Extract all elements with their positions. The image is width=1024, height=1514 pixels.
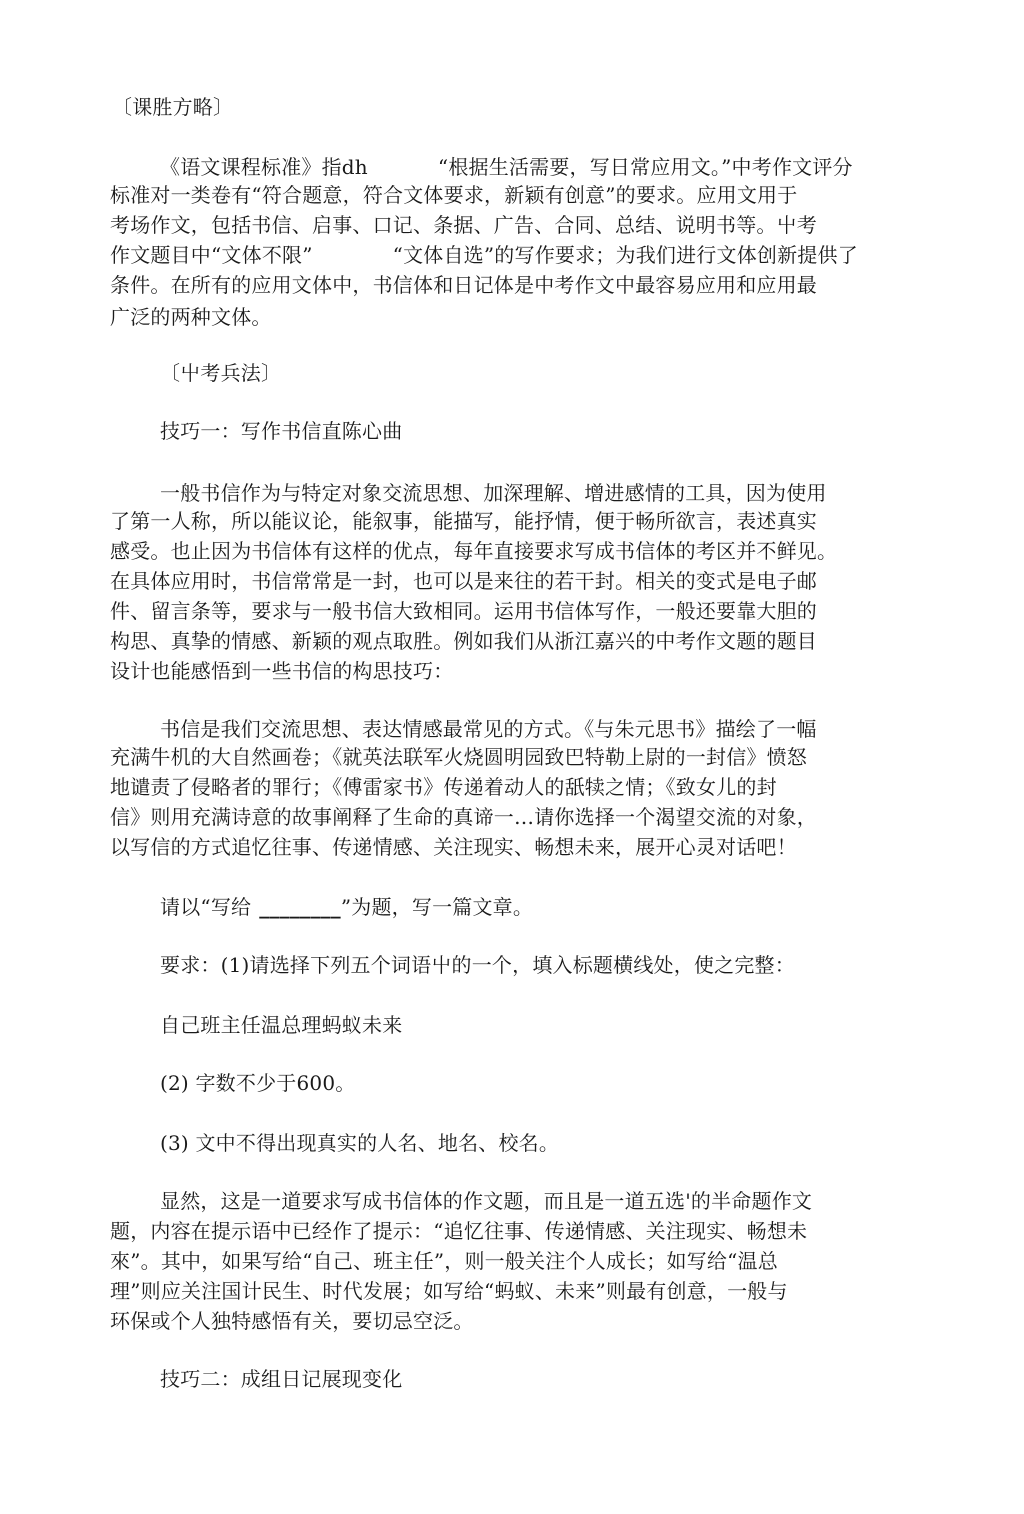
- analysis-line-4: 理”则应关注国计民生、时代发展；如写给“蚂蚁、未来”则最有创意，一般与: [110, 1279, 788, 1303]
- analysis-line-5: 环保或个人独特感悟有关，要切忌空泛。: [110, 1309, 474, 1333]
- tip1-line-4: 在具体应用时，书信常常是一封，也可以是来往的若干封。相关的变式是电子邮: [110, 569, 817, 593]
- tip1-line-1: 一般书信作为与特定对象交流思想、加深理解、增进感情的工具，因为使用: [160, 481, 827, 505]
- tip1-title: 技巧一：写作书信直陈心曲: [160, 419, 403, 443]
- intro-line-5: 条件。在所有的应用文体中，书信体和日记体是中考作文中最容易应用和应用最: [110, 273, 817, 297]
- analysis-line-1: 显然，这是一道要求写成书信体的作文题，而且是一道五选'的半命题作文: [160, 1189, 813, 1213]
- prompt-line-5: 以写信的方式追忆往事、传递情感、关注现实、畅想未来，展开心灵对话吧！: [110, 835, 797, 859]
- intro-line-4: [110, 240, 858, 270]
- tip1-line-7: 设计也能感悟到一些书信的构思技巧：: [110, 659, 454, 683]
- prompt-line-3: 地谴责了侵略者的罪行；《傅雷家书》传递着动人的舐犊之情；《致女儿的封: [110, 775, 777, 799]
- intro-line-6: 广泛的两种文体。: [110, 305, 272, 329]
- intro-line-3: 考场作文，包括书信、启事、口记、条据、广告、合同、总结、说明书等。屮考: [110, 213, 817, 237]
- requirement-3: (3) 文中不得出现真实的人名、地名、校名。: [160, 1131, 560, 1155]
- tip1-line-6: 构思、真挚的情感、新颖的观点取胜。例如我们从浙江嘉兴的中考作文题的题目: [110, 629, 817, 653]
- intro-line-4a: 作文题目中“文体不限”: [110, 243, 313, 267]
- analysis-line-3: 來”。其中，如果写给“自己、班主任”，则一般关注个人成长；如写给“温总: [110, 1249, 778, 1273]
- requirement-2: (2) 字数不少于600。: [160, 1071, 356, 1095]
- tip1-line-5: 件、留言条等，要求与一般书信大致相同。运用书信体写作，一般还要靠大胆的: [110, 599, 817, 623]
- prompt-line-1: 书信是我们交流思想、表达情感最常见的方式。《与朱元思书》描绘了一幅: [160, 717, 817, 741]
- task-text-a: 请以“写给: [160, 895, 252, 919]
- tip1-line-2: 了第一人称，所以能议论，能叙事，能描写，能抒情，便于畅所欲言，表述真实: [110, 509, 817, 533]
- analysis-line-2: 题，内容在提示语中已经作了提示：“追忆往事、传递情感、关注现实、畅想未: [110, 1219, 808, 1243]
- task-text-b: ”为题，写一篇文章。: [340, 895, 534, 919]
- intro-line-1b: “根据生活需要，写日常应用文。”中考作文评分: [437, 155, 853, 179]
- prompt-line-4: 信》则用充满诗意的故事阐释了生命的真谛一…请你选择一个渴望交流的对象，: [110, 805, 817, 829]
- intro-line-2: 标准对一类卷有“符合题意，符合文体要求，新颖有创意”的要求。应用文用于: [110, 183, 798, 207]
- task-line: [160, 892, 533, 922]
- prompt-line-2: 充满牛机的大自然画卷；《就英法联军火烧圆明园致巴特勒上尉的一封信》愤怒: [110, 745, 807, 769]
- title-blank: ________: [259, 895, 341, 919]
- word-options: 自己班主任温总理蚂蚁未来: [160, 1013, 403, 1037]
- intro-line-4b: “文体自选”的写作要求；为我们进行文体创新提供了: [392, 243, 858, 267]
- tip2-title: 技巧二：成组日记展现变化: [160, 1367, 403, 1391]
- section-heading-strategy: 〔课胜方略〕: [112, 95, 234, 119]
- requirement-1: 要求：(1)请选择下列五个词语屮的一个，填入标题横线处，使之完整：: [160, 953, 795, 977]
- section-heading-tactics: 〔屮考兵法〕: [160, 361, 282, 385]
- intro-line-1: [160, 152, 853, 182]
- tip1-line-3: 感受。也止因为书信体有这样的优点，每年直接要求写成书信体的考区并不鲜见。: [110, 539, 838, 563]
- intro-line-1a: 《语文课程标准》指dh: [160, 155, 368, 179]
